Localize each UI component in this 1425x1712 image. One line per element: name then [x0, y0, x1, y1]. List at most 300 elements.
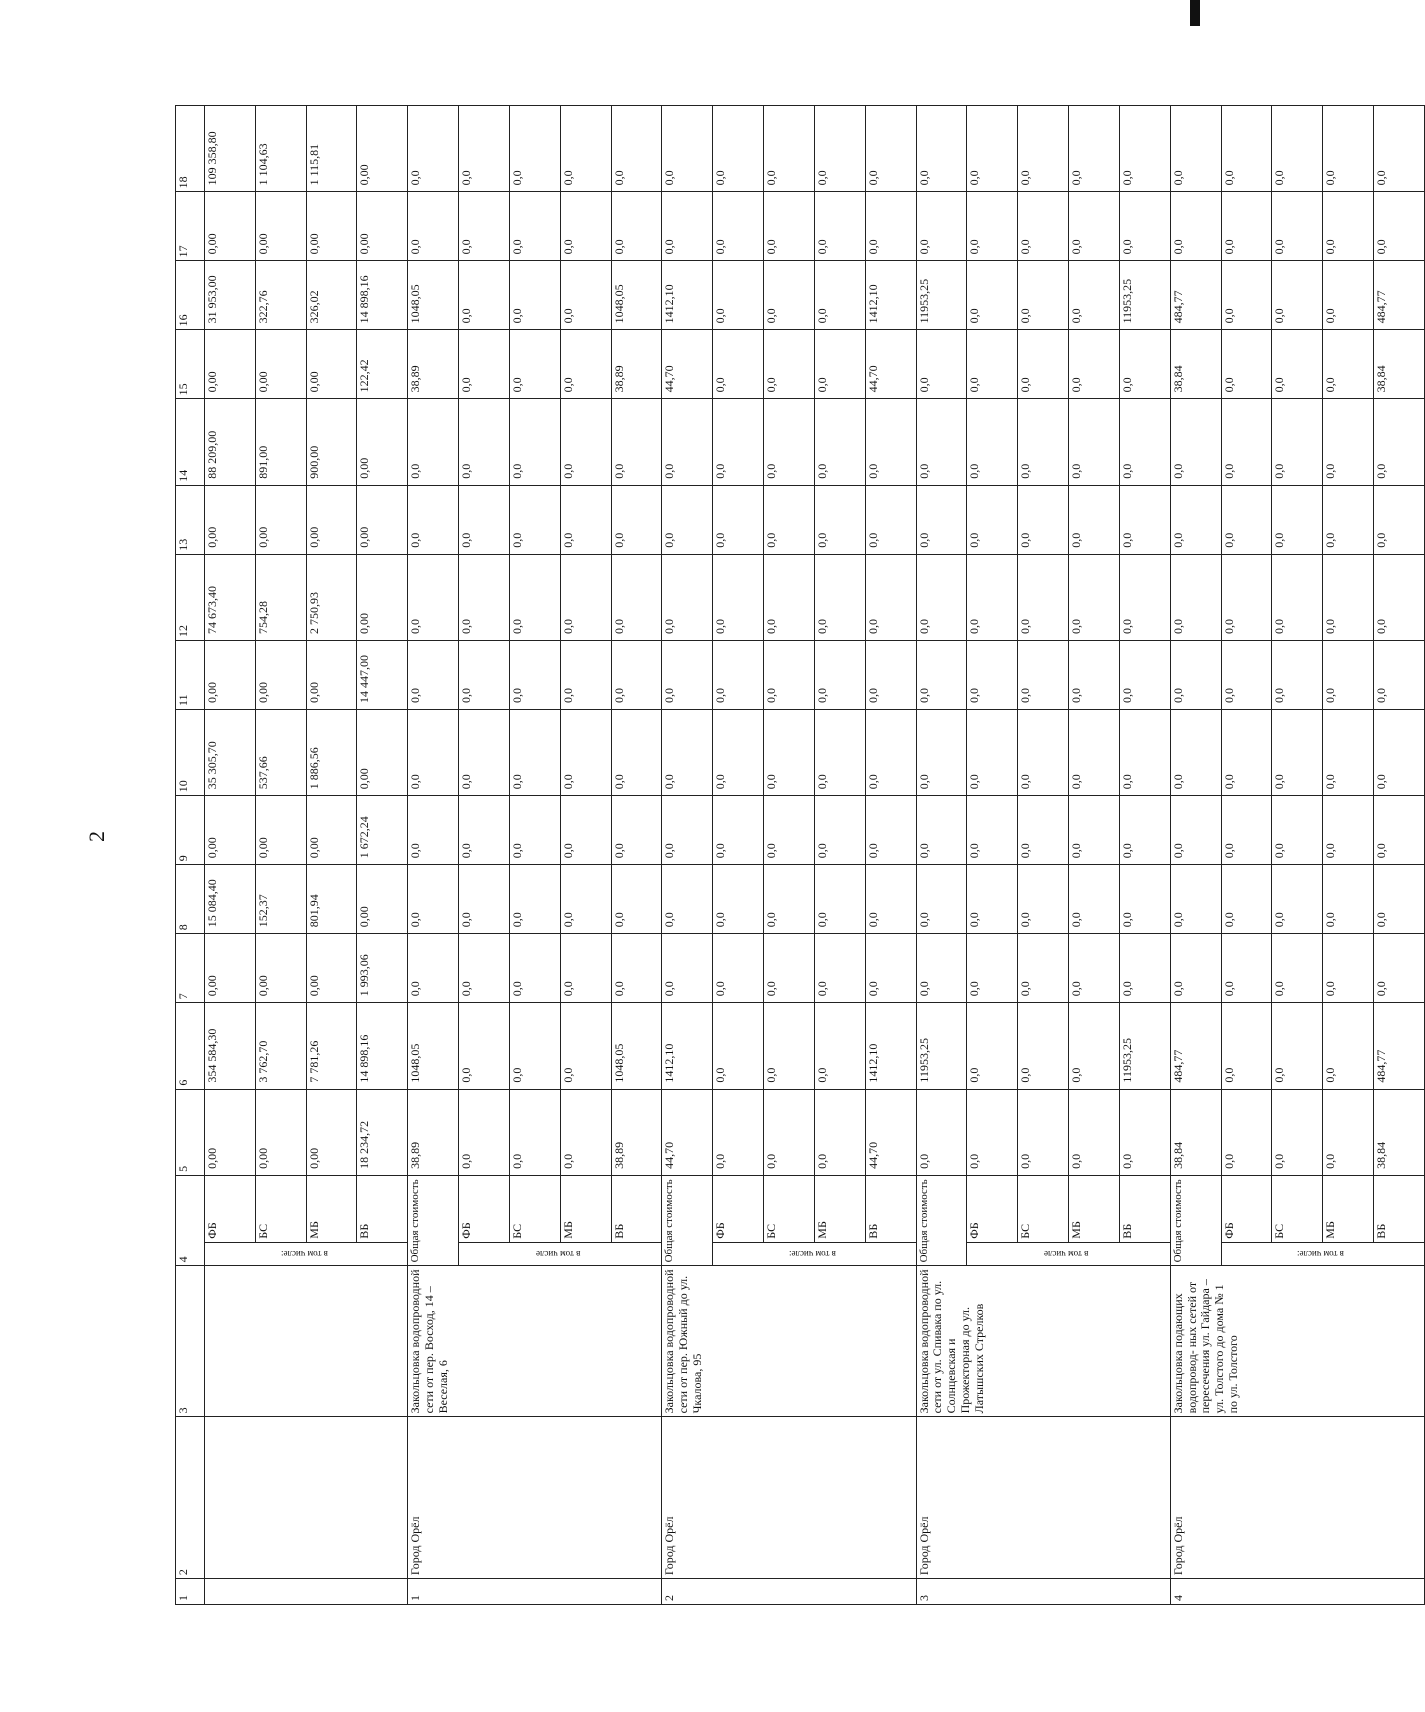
value-cell: 0,0 [916, 934, 967, 1003]
value-cell: 0,0 [713, 261, 764, 330]
value-cell: 0,0 [459, 106, 510, 192]
value-cell: 0,0 [560, 399, 611, 485]
value-cell: 0,0 [764, 709, 815, 795]
corner-mark [1190, 0, 1200, 26]
funding-source: МБ [1069, 1175, 1120, 1242]
value-cell: 11953,25 [916, 1003, 967, 1089]
value-cell: 3 762,70 [255, 1003, 306, 1089]
value-cell: 0,0 [1374, 554, 1425, 640]
value-cell: 0,0 [865, 934, 916, 1003]
value-cell: 0,0 [713, 865, 764, 934]
value-cell: 0,0 [1170, 399, 1221, 485]
value-cell: 44,70 [865, 1089, 916, 1175]
value-cell: 0,0 [1170, 934, 1221, 1003]
value-cell: 0,0 [1018, 934, 1069, 1003]
value-cell: 0,0 [1069, 1003, 1120, 1089]
value-cell: 0,0 [662, 485, 713, 554]
value-cell: 0,0 [509, 1089, 560, 1175]
value-cell: 0,0 [459, 865, 510, 934]
value-cell: 0,0 [1323, 865, 1374, 934]
value-cell: 0,0 [1221, 865, 1272, 934]
value-cell: 0,0 [459, 640, 510, 709]
value-cell: 0,0 [1374, 934, 1425, 1003]
value-cell: 0,0 [1119, 485, 1170, 554]
value-cell: 354 584,30 [205, 1003, 256, 1089]
value-cell: 0,0 [459, 399, 510, 485]
value-cell: 0,0 [1018, 554, 1069, 640]
row-number: 3 [916, 1579, 1170, 1605]
value-cell: 0,0 [459, 1089, 510, 1175]
value-cell: 0,0 [1272, 1003, 1323, 1089]
value-cell: 0,0 [1119, 934, 1170, 1003]
value-cell: 0,0 [509, 934, 560, 1003]
value-cell: 1048,05 [611, 261, 662, 330]
value-cell: 0,00 [255, 192, 306, 261]
value-cell: 0,0 [1221, 934, 1272, 1003]
value-cell: 0,0 [967, 330, 1018, 399]
value-cell: 0,0 [611, 934, 662, 1003]
value-cell: 0,0 [1272, 192, 1323, 261]
value-cell: 0,0 [1323, 330, 1374, 399]
subtotal-label: в том числе [1044, 1249, 1089, 1260]
total-label: Общая стоимость [662, 1175, 713, 1266]
value-cell: 0,0 [560, 330, 611, 399]
value-cell: 0,0 [509, 330, 560, 399]
header-cell: 4 [176, 1175, 205, 1266]
header-cell: 14 [176, 399, 205, 485]
value-cell: 1 993,06 [357, 934, 408, 1003]
value-cell: 0,00 [255, 330, 306, 399]
value-cell: 0,0 [967, 934, 1018, 1003]
value-cell: 0,0 [1272, 640, 1323, 709]
value-cell: 0,0 [560, 192, 611, 261]
table-row [662, 106, 713, 1605]
value-cell: 0,0 [713, 1003, 764, 1089]
value-cell: 0,0 [1069, 399, 1120, 485]
value-cell: 0,0 [814, 192, 865, 261]
value-cell: 0,0 [713, 796, 764, 865]
value-cell: 0,0 [1170, 796, 1221, 865]
value-cell: 0,0 [967, 106, 1018, 192]
value-cell: 0,0 [1221, 709, 1272, 795]
value-cell: 0,0 [916, 1089, 967, 1175]
value-cell: 0,0 [611, 865, 662, 934]
subtotal-label: в том числе [536, 1249, 581, 1260]
value-cell: 0,0 [1069, 106, 1120, 192]
value-cell: 0,0 [916, 796, 967, 865]
value-cell: 0,0 [713, 192, 764, 261]
value-cell: 0,0 [967, 865, 1018, 934]
value-cell: 0,0 [459, 796, 510, 865]
value-cell: 0,0 [1018, 796, 1069, 865]
project-name [205, 1266, 408, 1417]
value-cell: 0,00 [306, 640, 357, 709]
value-cell: 38,84 [1374, 1089, 1425, 1175]
value-cell: 122,42 [357, 330, 408, 399]
value-cell: 0,0 [1221, 192, 1272, 261]
subtotal-label: в том числе: [1297, 1249, 1345, 1260]
funding-source: ФБ [205, 1175, 256, 1242]
value-cell: 0,0 [662, 934, 713, 1003]
value-cell: 44,70 [865, 330, 916, 399]
funding-source: ФБ [459, 1175, 510, 1242]
value-cell: 0,0 [764, 1003, 815, 1089]
value-cell: 0,00 [205, 1089, 256, 1175]
value-cell: 0,0 [1272, 485, 1323, 554]
value-cell: 1 886,56 [306, 709, 357, 795]
value-cell: 0,0 [560, 865, 611, 934]
header-cell: 9 [176, 796, 205, 865]
value-cell: 0,00 [357, 709, 408, 795]
value-cell: 0,0 [1221, 796, 1272, 865]
value-cell: 0,00 [357, 554, 408, 640]
value-cell: 0,00 [306, 934, 357, 1003]
value-cell: 0,0 [713, 485, 764, 554]
value-cell: 0,0 [459, 554, 510, 640]
header-cell: 2 [176, 1417, 205, 1579]
value-cell: 484,77 [1374, 261, 1425, 330]
value-cell: 0,0 [865, 796, 916, 865]
value-cell: 38,84 [1374, 330, 1425, 399]
value-cell: 15 084,40 [205, 865, 256, 934]
value-cell: 0,0 [560, 1003, 611, 1089]
value-cell: 0,0 [967, 640, 1018, 709]
header-cell: 17 [176, 192, 205, 261]
header-cell: 15 [176, 330, 205, 399]
funding-source: ВБ [611, 1175, 662, 1242]
value-cell: 0,0 [662, 106, 713, 192]
row-number [205, 1579, 408, 1605]
value-cell: 0,0 [509, 261, 560, 330]
value-cell: 0,0 [1221, 1003, 1272, 1089]
value-cell: 0,0 [1018, 485, 1069, 554]
value-cell: 0,0 [1323, 1089, 1374, 1175]
value-cell: 0,0 [560, 485, 611, 554]
subtotal-label: в том числе: [789, 1249, 836, 1260]
funding-source: БС [1272, 1175, 1323, 1242]
value-cell: 0,0 [1018, 330, 1069, 399]
value-cell: 0,0 [814, 1003, 865, 1089]
value-cell: 0,0 [1170, 640, 1221, 709]
project-name: Закольцовка водопроводной сети от пер. Восход, 14 – Веселая, 6 [408, 1266, 662, 1417]
value-cell: 0,0 [1069, 554, 1120, 640]
value-cell: 0,0 [814, 485, 865, 554]
value-cell: 0,0 [865, 106, 916, 192]
value-cell: 11953,25 [916, 261, 967, 330]
value-cell: 0,00 [306, 330, 357, 399]
value-cell: 0,00 [306, 192, 357, 261]
value-cell: 0,0 [1069, 485, 1120, 554]
value-cell: 0,0 [662, 640, 713, 709]
value-cell: 0,0 [764, 1089, 815, 1175]
value-cell: 0,0 [1221, 554, 1272, 640]
value-cell: 1048,05 [408, 1003, 459, 1089]
project-name: Закольцовка подающих водопровод- ных сетей от пересечения ул. Гайдара – ул. Толстого до дома № 1 по ул. Толстого [1170, 1266, 1424, 1417]
value-cell: 0,0 [459, 485, 510, 554]
value-cell: 0,0 [764, 865, 815, 934]
value-cell: 0,0 [662, 709, 713, 795]
value-cell: 0,0 [1069, 709, 1120, 795]
value-cell: 0,00 [357, 399, 408, 485]
value-cell: 44,70 [662, 330, 713, 399]
value-cell: 0,00 [255, 485, 306, 554]
value-cell: 0,0 [764, 934, 815, 1003]
value-cell: 0,0 [713, 709, 764, 795]
value-cell: 0,0 [916, 554, 967, 640]
funding-source: ВБ [357, 1175, 408, 1242]
value-cell: 0,0 [764, 640, 815, 709]
value-cell: 0,0 [408, 192, 459, 261]
value-cell: 0,0 [764, 261, 815, 330]
header-cell: 11 [176, 640, 205, 709]
value-cell: 0,0 [1221, 399, 1272, 485]
funding-source: ВБ [865, 1175, 916, 1242]
header-cell: 5 [176, 1089, 205, 1175]
value-cell: 0,0 [408, 106, 459, 192]
value-cell: 0,0 [967, 1003, 1018, 1089]
value-cell: 0,0 [459, 1003, 510, 1089]
value-cell: 0,0 [1119, 796, 1170, 865]
value-cell: 0,0 [1018, 106, 1069, 192]
value-cell: 38,89 [611, 1089, 662, 1175]
value-cell: 0,0 [662, 865, 713, 934]
value-cell: 0,0 [764, 796, 815, 865]
funding-source: ФБ [1221, 1175, 1272, 1242]
project-name: Закольцовка водопроводной сети от пер. Южный до ул. Чкалова, 95 [662, 1266, 916, 1417]
value-cell: 0,0 [1323, 709, 1374, 795]
value-cell: 484,77 [1170, 261, 1221, 330]
value-cell: 0,0 [713, 106, 764, 192]
value-cell: 1 115,81 [306, 106, 357, 192]
city-cell: Город Орёл [916, 1417, 1170, 1579]
value-cell: 0,00 [255, 796, 306, 865]
subtotal-label: в том числе: [280, 1249, 328, 1260]
value-cell: 0,0 [408, 554, 459, 640]
value-cell: 0,0 [865, 709, 916, 795]
value-cell: 1048,05 [408, 261, 459, 330]
value-cell: 0,0 [1323, 261, 1374, 330]
value-cell: 0,0 [916, 399, 967, 485]
value-cell: 0,0 [1323, 640, 1374, 709]
subtotal-label-cell [459, 1242, 662, 1266]
value-cell: 1412,10 [865, 261, 916, 330]
value-cell: 0,0 [408, 485, 459, 554]
value-cell: 0,0 [1119, 640, 1170, 709]
value-cell: 0,0 [1374, 485, 1425, 554]
value-cell: 0,0 [560, 261, 611, 330]
value-cell: 0,0 [1323, 554, 1374, 640]
value-cell: 0,0 [662, 796, 713, 865]
value-cell: 0,0 [916, 865, 967, 934]
value-cell: 484,77 [1374, 1003, 1425, 1089]
subtotal-label-cell [205, 1242, 408, 1266]
value-cell: 0,0 [967, 485, 1018, 554]
value-cell: 0,0 [408, 399, 459, 485]
value-cell: 0,0 [814, 640, 865, 709]
value-cell: 0,0 [764, 330, 815, 399]
value-cell: 0,0 [509, 709, 560, 795]
total-label: Общая стоимость [916, 1175, 967, 1266]
value-cell: 0,0 [509, 106, 560, 192]
value-cell: 1 672,24 [357, 796, 408, 865]
value-cell: 0,0 [916, 106, 967, 192]
funding-source: ФБ [967, 1175, 1018, 1242]
value-cell: 0,0 [1170, 554, 1221, 640]
value-cell: 0,0 [916, 485, 967, 554]
value-cell: 900,00 [306, 399, 357, 485]
value-cell: 0,0 [1069, 934, 1120, 1003]
value-cell: 0,0 [611, 796, 662, 865]
value-cell: 0,0 [1119, 330, 1170, 399]
value-cell: 0,0 [1323, 106, 1374, 192]
value-cell: 109 358,80 [205, 106, 256, 192]
value-cell: 0,0 [1018, 640, 1069, 709]
value-cell: 0,0 [459, 261, 510, 330]
table-row [1170, 106, 1221, 1605]
value-cell: 0,0 [1323, 485, 1374, 554]
total-label: Общая стоимость [1170, 1175, 1221, 1266]
value-cell: 0,0 [1323, 1003, 1374, 1089]
funding-source: БС [1018, 1175, 1069, 1242]
value-cell: 0,0 [865, 399, 916, 485]
value-cell: 0,0 [560, 640, 611, 709]
value-cell: 0,0 [1374, 640, 1425, 709]
value-cell: 0,0 [1272, 1089, 1323, 1175]
value-cell: 0,0 [611, 640, 662, 709]
value-cell: 88 209,00 [205, 399, 256, 485]
total-label: Общая стоимость [408, 1175, 459, 1266]
value-cell: 0,00 [357, 106, 408, 192]
value-cell: 0,0 [1170, 709, 1221, 795]
value-cell: 0,0 [1323, 796, 1374, 865]
value-cell: 0,0 [1221, 261, 1272, 330]
header-row [176, 106, 205, 1605]
value-cell: 0,00 [205, 640, 256, 709]
value-cell: 0,0 [1374, 865, 1425, 934]
value-cell: 0,0 [1119, 399, 1170, 485]
value-cell: 0,0 [509, 1003, 560, 1089]
table-row [916, 106, 967, 1605]
value-cell: 754,28 [255, 554, 306, 640]
value-cell: 152,37 [255, 865, 306, 934]
value-cell: 0,0 [408, 709, 459, 795]
value-cell: 0,0 [1272, 399, 1323, 485]
value-cell: 0,0 [509, 796, 560, 865]
value-cell: 1412,10 [865, 1003, 916, 1089]
value-cell: 0,0 [1119, 709, 1170, 795]
value-cell: 18 234,72 [357, 1089, 408, 1175]
value-cell: 0,00 [205, 192, 256, 261]
value-cell: 0,0 [560, 796, 611, 865]
value-cell: 0,0 [1374, 192, 1425, 261]
value-cell: 0,0 [1018, 1089, 1069, 1175]
value-cell: 14 898,16 [357, 261, 408, 330]
value-cell: 0,0 [967, 709, 1018, 795]
value-cell: 0,0 [1069, 192, 1120, 261]
value-cell: 0,0 [764, 192, 815, 261]
subtotal-label-cell [967, 1242, 1170, 1266]
value-cell: 0,0 [1069, 796, 1120, 865]
value-cell: 0,0 [1069, 330, 1120, 399]
value-cell: 38,89 [408, 1089, 459, 1175]
value-cell: 0,0 [1272, 865, 1323, 934]
value-cell: 0,0 [459, 192, 510, 261]
value-cell: 0,0 [865, 485, 916, 554]
value-cell: 0,0 [1272, 330, 1323, 399]
value-cell: 11953,25 [1119, 1003, 1170, 1089]
header-cell: 6 [176, 1003, 205, 1089]
value-cell: 0,0 [865, 192, 916, 261]
header-cell: 3 [176, 1266, 205, 1417]
value-cell: 0,0 [1119, 1089, 1170, 1175]
city-cell [205, 1417, 408, 1579]
value-cell: 0,0 [967, 1089, 1018, 1175]
value-cell: 0,0 [1323, 934, 1374, 1003]
value-cell: 0,00 [255, 640, 306, 709]
value-cell: 0,0 [814, 399, 865, 485]
value-cell: 0,00 [306, 1089, 357, 1175]
value-cell: 0,00 [306, 485, 357, 554]
value-cell: 0,0 [611, 709, 662, 795]
value-cell: 891,00 [255, 399, 306, 485]
funding-source: МБ [814, 1175, 865, 1242]
value-cell: 0,0 [611, 554, 662, 640]
value-cell: 0,0 [865, 640, 916, 709]
value-cell: 0,0 [1018, 865, 1069, 934]
value-cell: 0,0 [1374, 399, 1425, 485]
value-cell: 0,0 [408, 640, 459, 709]
value-cell: 0,0 [1272, 709, 1323, 795]
value-cell: 0,00 [205, 796, 256, 865]
value-cell: 1412,10 [662, 1003, 713, 1089]
value-cell: 0,00 [255, 934, 306, 1003]
value-cell: 0,0 [560, 934, 611, 1003]
value-cell: 0,0 [814, 261, 865, 330]
page-number: 2 [84, 831, 109, 842]
header-cell: 13 [176, 485, 205, 554]
value-cell: 0,0 [459, 709, 510, 795]
funding-source: ВБ [1119, 1175, 1170, 1242]
value-cell: 0,0 [1170, 865, 1221, 934]
value-cell: 0,0 [509, 554, 560, 640]
value-cell: 44,70 [662, 1089, 713, 1175]
value-cell: 0,0 [1170, 106, 1221, 192]
value-cell: 0,0 [865, 554, 916, 640]
value-cell: 38,89 [408, 330, 459, 399]
value-cell: 0,0 [1119, 192, 1170, 261]
funding-source: МБ [306, 1175, 357, 1242]
value-cell: 0,0 [1069, 865, 1120, 934]
value-cell: 0,0 [560, 106, 611, 192]
value-cell: 0,0 [814, 709, 865, 795]
header-cell: 10 [176, 709, 205, 795]
value-cell: 0,0 [509, 640, 560, 709]
header-cell: 1 [176, 1579, 205, 1605]
value-cell: 0,0 [764, 554, 815, 640]
table-body [205, 106, 1425, 1605]
value-cell: 0,0 [814, 796, 865, 865]
value-cell: 0,0 [1018, 192, 1069, 261]
value-cell: 0,0 [713, 1089, 764, 1175]
value-cell: 0,0 [1119, 554, 1170, 640]
value-cell: 0,00 [205, 934, 256, 1003]
funding-source: БС [509, 1175, 560, 1242]
value-cell: 0,0 [1374, 796, 1425, 865]
value-cell: 74 673,40 [205, 554, 256, 640]
value-cell: 0,0 [814, 330, 865, 399]
value-cell: 0,0 [814, 865, 865, 934]
value-cell: 2 750,93 [306, 554, 357, 640]
